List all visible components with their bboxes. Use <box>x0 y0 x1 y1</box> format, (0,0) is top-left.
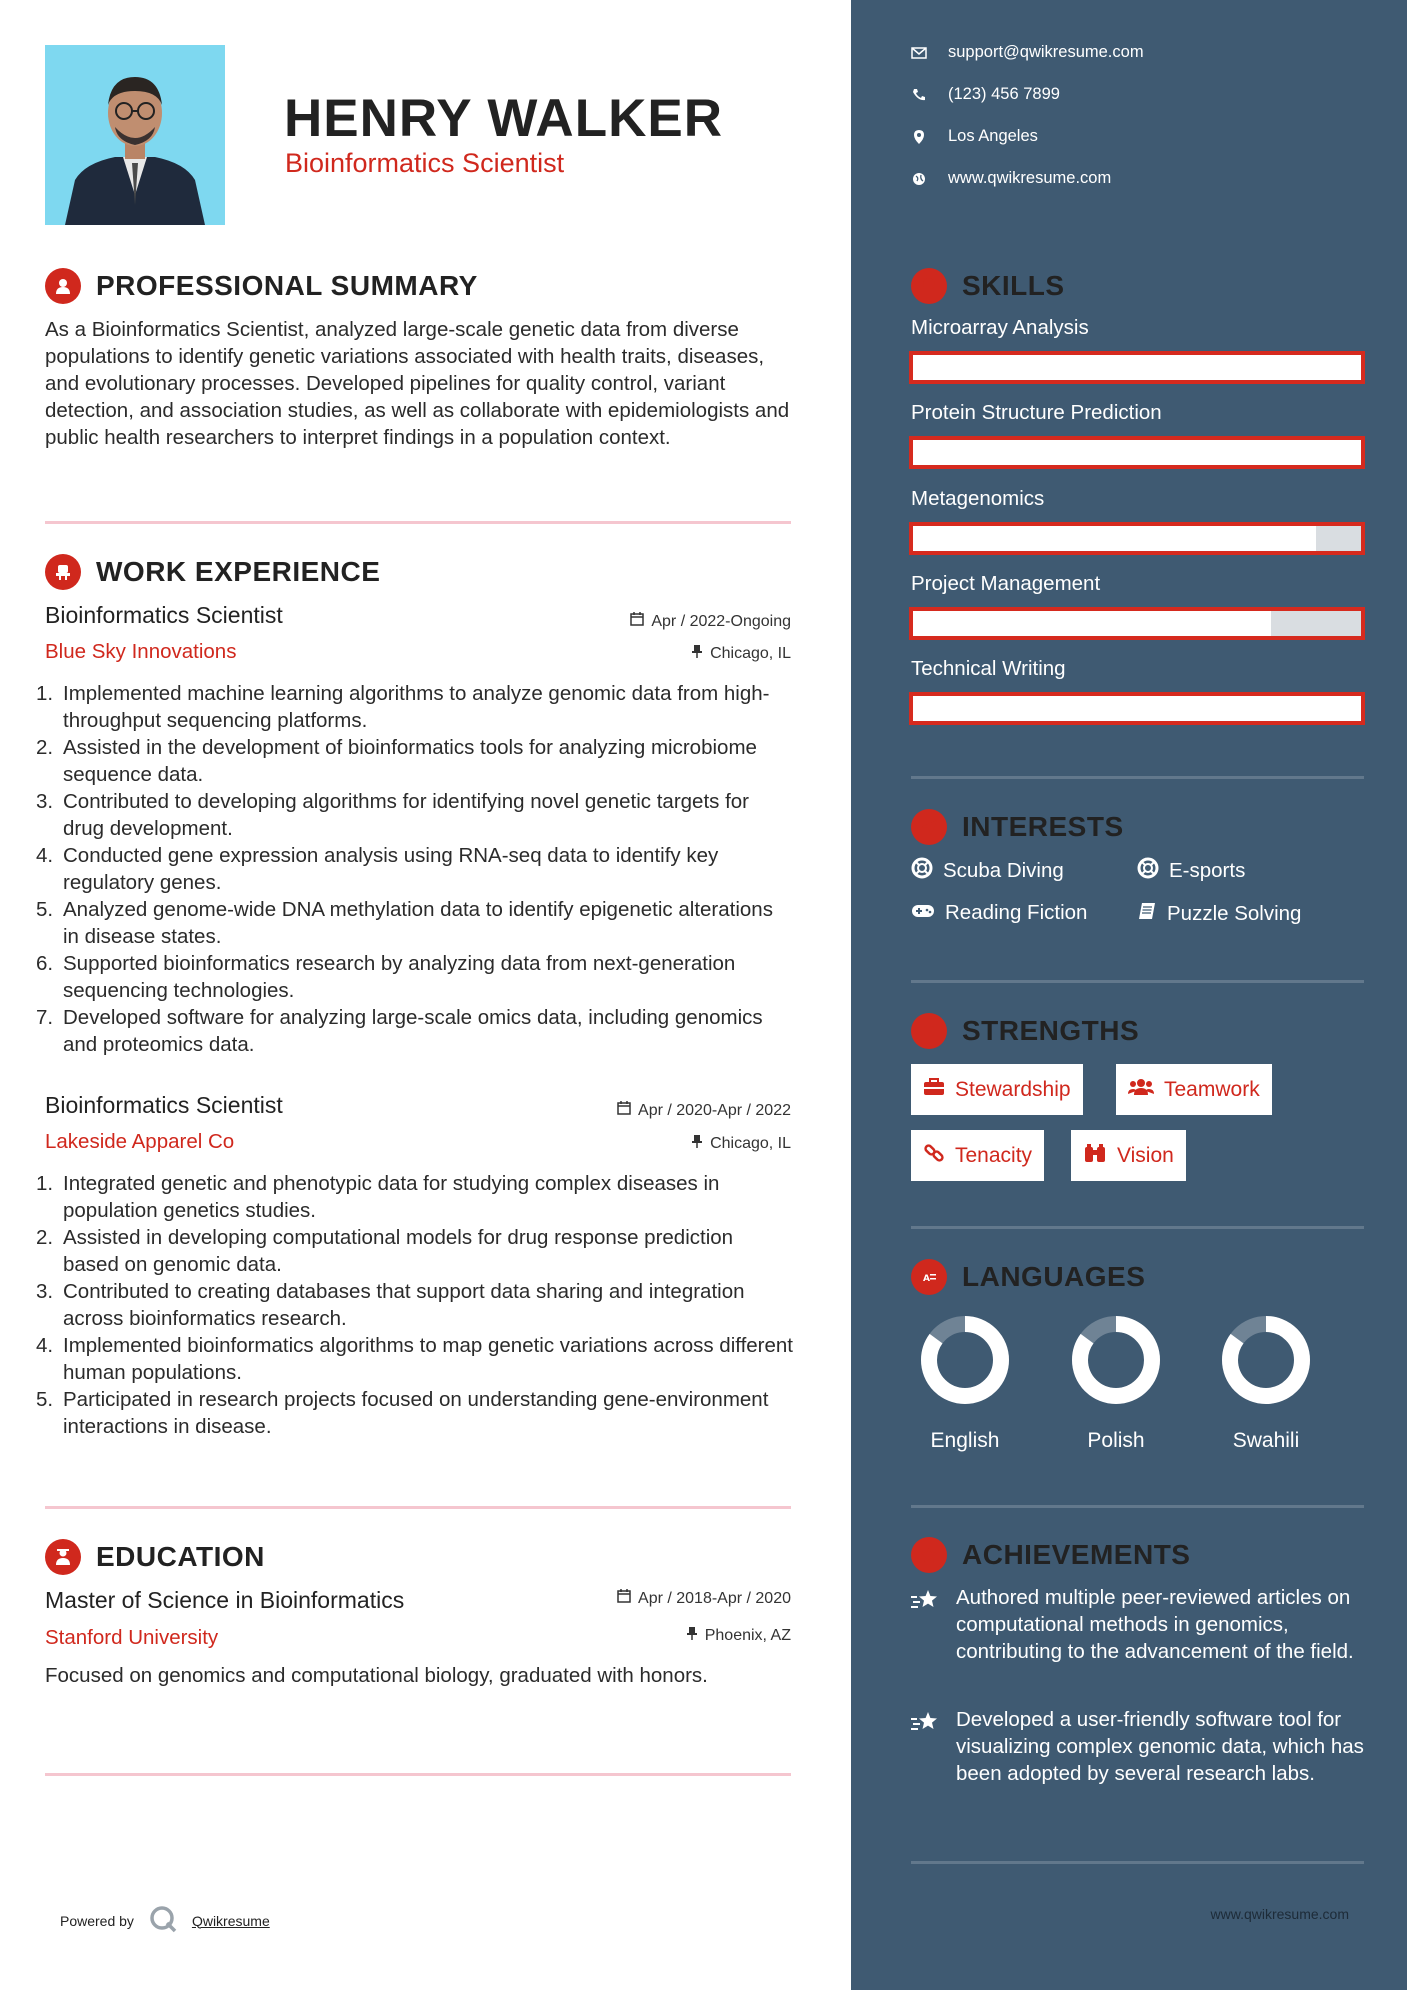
skill-label: Protein Structure Prediction <box>911 401 1162 424</box>
list-item: Assisted in the development of bioinformatics tools for analyzing microbiome sequence data. <box>63 736 757 786</box>
list-item: Developed software for analyzing large-scale omics data, including genomics and proteomics data. <box>63 1006 763 1056</box>
map-pin-icon <box>910 129 928 145</box>
achievement-text: Developed a user-friendly software tool for visualizing complex genomic data, which has been adopted by several research labs. <box>956 1708 1364 1785</box>
list-item: Contributed to developing algorithms for identifying novel genetic targets for drug development. <box>63 790 750 840</box>
interests-heading: INTERESTS <box>962 811 1124 842</box>
languages-heading: LANGUAGES <box>962 1261 1146 1292</box>
translate-icon <box>911 1259 947 1295</box>
section-divider <box>45 521 791 524</box>
calendar-icon <box>617 1101 631 1120</box>
lifebuoy-icon <box>1137 857 1159 885</box>
list-item: Supported bioinformatics research by analyzing data from next-generation sequencing technologies. <box>63 952 736 1002</box>
achievements-header <box>911 1537 1190 1573</box>
skill-label: Microarray Analysis <box>911 316 1089 339</box>
job-title: Bioinformatics Scientist <box>45 1092 283 1118</box>
language-ring <box>1216 1310 1316 1410</box>
shooting-star-icon <box>910 1706 942 1787</box>
achievement-item <box>910 1584 1370 1665</box>
interest-label: Reading Fiction <box>945 901 1088 924</box>
contact-location <box>910 127 1038 146</box>
job-location <box>500 1134 791 1153</box>
interest-label: Scuba Diving <box>943 859 1064 882</box>
powered-by-label: Powered by <box>60 1912 134 1929</box>
education-header <box>45 1539 265 1575</box>
website-text: www.qwikresume.com <box>948 169 1112 187</box>
brand-link[interactable]: Qwikresume <box>191 1912 270 1929</box>
user-icon <box>45 268 81 304</box>
phone-icon <box>910 88 928 102</box>
skill-bar-fill <box>913 355 1361 380</box>
job-company: Blue Sky Innovations <box>45 640 237 663</box>
section-divider <box>45 1773 791 1776</box>
location-text: Los Angeles <box>948 127 1038 145</box>
section-divider <box>911 776 1364 779</box>
skill-bar-fill <box>913 696 1361 721</box>
education-dates-text: Apr / 2018-Apr / 2020 <box>638 1589 791 1607</box>
skill-bar-fill <box>913 440 1361 465</box>
shooting-star-icon <box>910 1584 942 1665</box>
skill-bar <box>909 522 1365 555</box>
skill-bar-fill <box>913 611 1271 636</box>
job-dates <box>500 1101 791 1120</box>
skill-label: Metagenomics <box>911 487 1045 510</box>
candidate-title: Bioinformatics Scientist <box>285 148 565 178</box>
strength-badge <box>1116 1064 1272 1115</box>
summary-heading: PROFESSIONAL SUMMARY <box>96 270 478 301</box>
strength-badge <box>1071 1130 1186 1181</box>
skills-heading: SKILLS <box>962 270 1065 301</box>
job-bullets <box>33 680 793 1058</box>
section-divider <box>911 1505 1364 1508</box>
email-text: support@qwikresume.com <box>948 43 1144 61</box>
interest-item <box>1137 901 1301 927</box>
school-name: Stanford University <box>45 1626 219 1649</box>
education-location-text: Phoenix, AZ <box>704 1626 791 1644</box>
pin-icon <box>691 644 703 663</box>
candidate-name: HENRY WALKER <box>284 89 723 148</box>
powered-by <box>60 1904 270 1937</box>
lifebuoy-icon <box>911 857 933 885</box>
strength-label: Teamwork <box>1164 1077 1260 1101</box>
strengths-heading: STRENGTHS <box>962 1015 1140 1046</box>
job-location-text: Chicago, IL <box>710 644 791 662</box>
strength-badge <box>911 1064 1083 1115</box>
globe-icon <box>910 172 928 186</box>
education-location <box>500 1626 791 1645</box>
graduation-icon <box>45 1539 81 1575</box>
strength-label: Tenacity <box>955 1143 1033 1167</box>
section-divider <box>911 980 1364 983</box>
calendar-icon <box>630 612 644 631</box>
svg-text:A: A <box>923 1274 930 1284</box>
skill-bar <box>909 436 1365 469</box>
job-dates <box>500 612 791 631</box>
strengths-header <box>911 1013 1139 1049</box>
achievement-item <box>910 1706 1370 1787</box>
pin-icon <box>691 1134 703 1153</box>
languages-header <box>911 1259 1145 1295</box>
skills-header <box>911 268 1065 304</box>
skill-bar <box>909 607 1365 640</box>
language-item <box>915 1310 1015 1453</box>
job-location-text: Chicago, IL <box>710 1134 791 1152</box>
job-bullets <box>33 1170 793 1440</box>
language-label: Swahili <box>1232 1429 1300 1452</box>
strength-label: Vision <box>1117 1143 1174 1167</box>
list-item: Conducted gene expression analysis using RNA-seq data to identify key regulatory genes. <box>63 844 719 894</box>
achievement-text: Authored multiple peer-reviewed articles on computational methods in genomics, contributing to the advancement of the field. <box>956 1586 1354 1663</box>
envelope-icon <box>910 47 928 59</box>
job-title: Bioinformatics Scientist <box>45 602 283 628</box>
list-item: Assisted in developing computational models for drug response prediction based on genomic data. <box>63 1226 734 1276</box>
job-company: Lakeside Apparel Co <box>45 1130 235 1153</box>
fist-icon <box>911 1013 947 1049</box>
calendar-icon <box>617 1589 631 1608</box>
interest-item <box>911 901 1087 925</box>
chair-icon <box>45 554 81 590</box>
skill-label: Project Management <box>911 572 1101 595</box>
footer-url[interactable]: www.qwikresume.com <box>1210 1906 1349 1922</box>
star-badge-icon <box>911 1537 947 1573</box>
achievements-heading: ACHIEVEMENTS <box>962 1539 1191 1570</box>
strength-label: Stewardship <box>955 1077 1071 1101</box>
contact-phone[interactable] <box>910 85 1060 104</box>
users-icon <box>1128 1078 1154 1102</box>
education-heading: EDUCATION <box>96 1541 265 1572</box>
section-divider <box>911 1226 1364 1229</box>
book-icon <box>1137 901 1157 927</box>
interest-label: E-sports <box>1169 859 1246 882</box>
list-item: Analyzed genome-wide DNA methylation data to identify epigenetic alterations in disease states. <box>63 898 773 948</box>
work-header <box>45 554 380 590</box>
education-dates <box>500 1589 791 1608</box>
profile-photo <box>45 45 225 225</box>
gamepad-icon <box>911 901 935 925</box>
list-item: Implemented bioinformatics algorithms to map genetic variations across different human populations. <box>63 1334 793 1384</box>
language-item <box>1066 1310 1166 1453</box>
phone-text: (123) 456 7899 <box>948 85 1060 103</box>
link-icon <box>923 1142 945 1170</box>
list-item: Contributed to creating databases that support data sharing and integration across bioinformatics research. <box>63 1280 745 1330</box>
pin-icon <box>686 1626 698 1645</box>
job-location <box>500 644 791 663</box>
interest-item <box>1137 857 1245 885</box>
section-divider <box>911 1861 1364 1864</box>
list-item: Participated in research projects focused on understanding gene-environment interactions in disease. <box>63 1388 769 1438</box>
list-item: Integrated genetic and phenotypic data for studying complex diseases in population genetics studies. <box>63 1172 720 1222</box>
qwikresume-logo-icon <box>148 1904 178 1937</box>
language-item <box>1216 1310 1316 1453</box>
briefcase-icon <box>923 1078 945 1102</box>
binoculars-icon <box>1083 1143 1107 1169</box>
section-divider <box>45 1506 791 1509</box>
job-dates-text: Apr / 2020-Apr / 2022 <box>638 1101 791 1119</box>
interest-item <box>911 857 1064 885</box>
language-ring <box>915 1310 1015 1410</box>
education-description: Focused on genomics and computational biology, graduated with honors. <box>45 1664 708 1687</box>
work-heading: WORK EXPERIENCE <box>96 556 381 587</box>
strength-badge <box>911 1130 1044 1181</box>
paper-plane-icon <box>911 809 947 845</box>
contact-email[interactable] <box>910 43 1144 62</box>
skill-bar <box>909 351 1365 384</box>
interests-header <box>911 809 1124 845</box>
skill-bar <box>909 692 1365 725</box>
skill-bar-fill <box>913 526 1316 551</box>
interest-label: Puzzle Solving <box>1167 902 1302 925</box>
degree-title: Master of Science in Bioinformatics <box>45 1587 405 1613</box>
summary-text: As a Bioinformatics Scientist, analyzed large-scale genetic data from diverse populations to identify genetic variations associated with health traits, diseases, and evolutionary processes. Developed pipelines for quality control, variant detection, and association studies, as well as collaborate with epidemiologists and public health researchers to interpret findings in a population context. <box>45 318 790 449</box>
skill-label: Technical Writing <box>911 657 1066 680</box>
job-dates-text: Apr / 2022-Ongoing <box>651 612 791 630</box>
lightbulb-icon <box>911 268 947 304</box>
contact-website[interactable] <box>910 169 1111 188</box>
language-ring <box>1066 1310 1166 1410</box>
language-label: Polish <box>1087 1429 1145 1452</box>
language-label: English <box>930 1429 1000 1452</box>
summary-header <box>45 268 478 304</box>
list-item: Implemented machine learning algorithms to analyze genomic data from high-throughput sequencing platforms. <box>63 682 770 732</box>
